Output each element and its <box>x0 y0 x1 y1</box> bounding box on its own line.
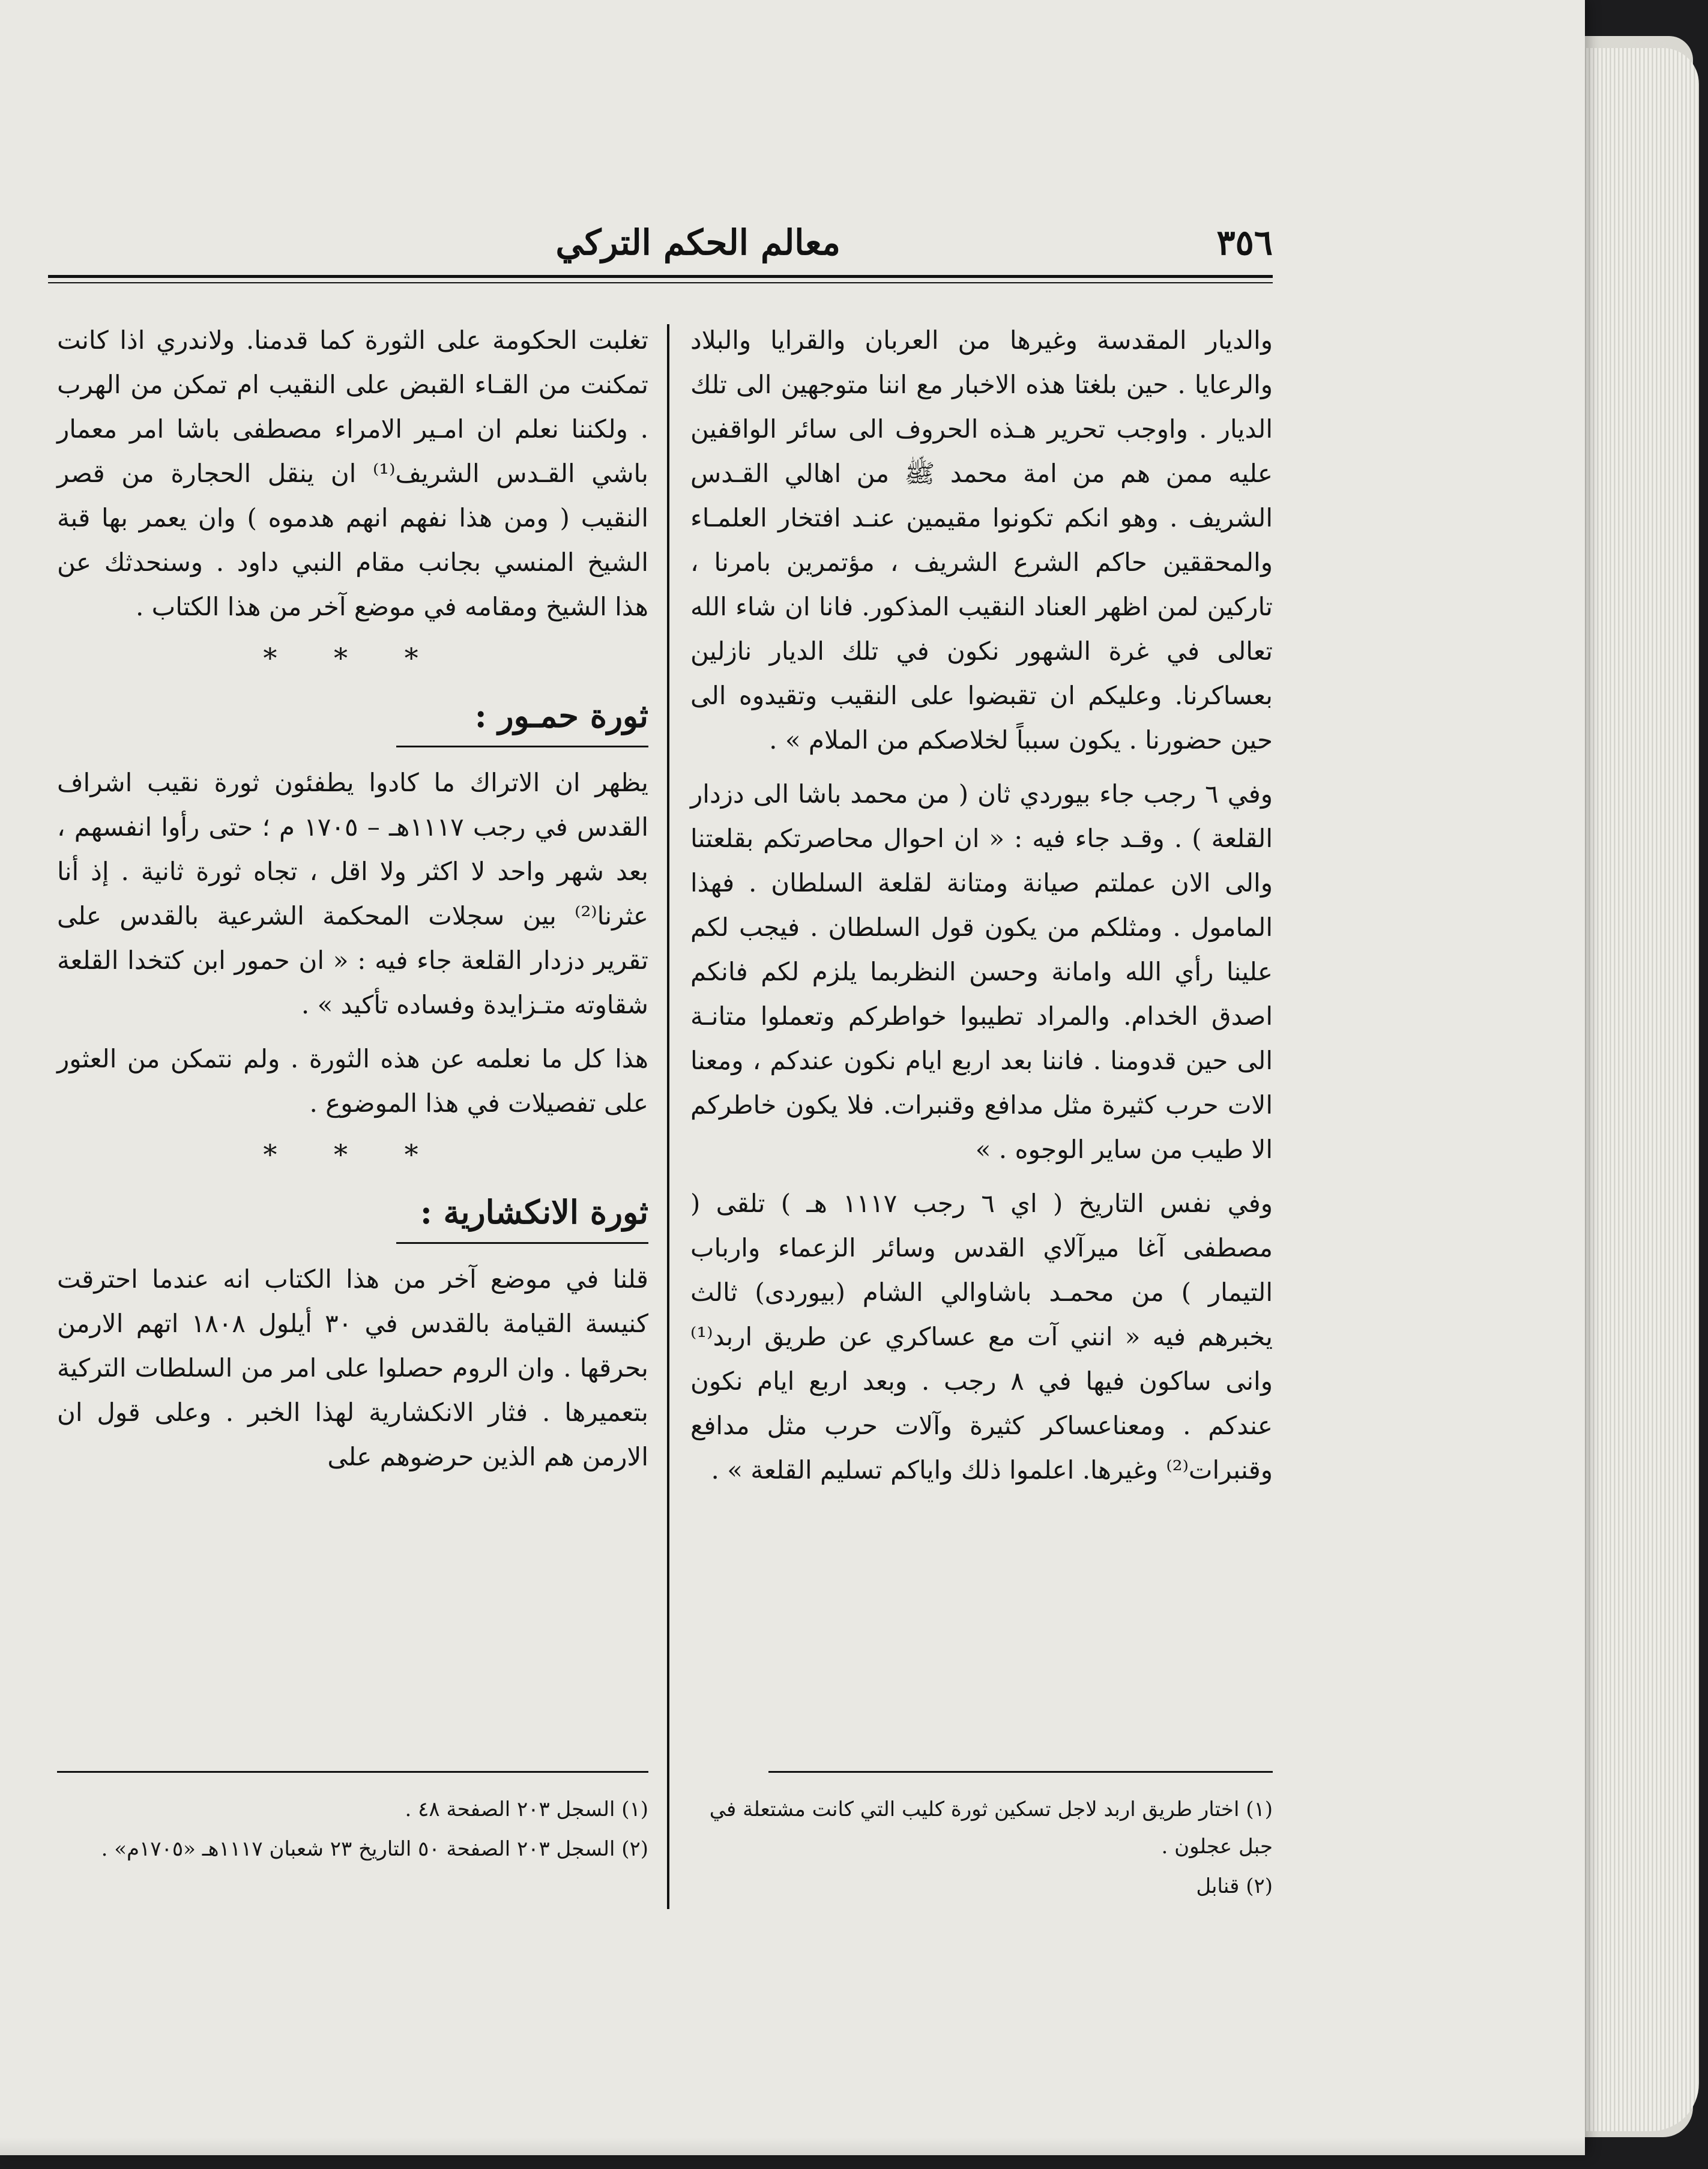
paragraph: تغلبت الحكومة على الثورة كما قدمنا. ولاندري اذا كانت تمكنت من القـاء القبض على النقيب ام تمكن من الهرب . ولكننا نعلم ان امـير الامراء مصطفى باشا امر معمار باشي القـدس الشريف⁽¹⁾ ان ينقل الحجارة من قصر النقيب ( ومن هذا نفهم انهم هدموه ) وان يعمر بها قبة الشيخ المنسي بجانب مقام النبي داود . وسنحدثك عن هذا الشيخ ومقامه في موضع آخر من هذا الكتاب . <box>57 325 648 621</box>
page-number: ٣٥٦ <box>1216 222 1273 263</box>
footnote: (٢) السجل ٢٠٣ الصفحة ٥٠ التاريخ ٢٣ شعبان ١١١٧هـ «١٧٠٥م» . <box>101 1837 648 1861</box>
section-separator: * * * <box>263 642 442 674</box>
section-heading: ثورة حمـور : <box>396 692 648 747</box>
footnote: (٢) قنابل <box>1196 1874 1273 1898</box>
left-column <box>57 318 648 1909</box>
paragraph: قلنا في موضع آخر من هذا الكتاب انه عندما احترقت كنيسة القيامة بالقدس في ٣٠ أيلول ١٨٠٨ اتهم الارمن بحرقها . وان الروم حصلوا على امر من السلطات التركية بتعميرها . فثار الانكشارية لهذا الخبر . وعلى قول ان الارمن هم الذين حرضوهم على <box>57 1264 648 1471</box>
footnotes-left <box>57 1771 648 1870</box>
paragraph: هذا كل ما نعلمه عن هذه الثورة . ولم نتمكن من العثور على تفصيلات في هذا الموضوع . <box>57 1044 648 1118</box>
page-bottom-shadow <box>0 2137 1585 2155</box>
section-separator: * * * <box>263 1138 442 1171</box>
running-title: معالم الحكم التركي <box>555 222 840 263</box>
paragraph: والديار المقدسة وغيرها من العربان والقرايا والبلاد والرعايا . حين بلغتا هذه الاخبار مع اننا متوجهين الى تلك الديار . واوجب تحرير هـذه الحروف الى سائر الواقفين عليه ممن هم من امة محمد ﷺ من اهالي القـدس الشريف . وهو انكم تكونوا مقيمين عنـد افتخار العلمـاء والمحققين حاكم الشرع الشريف ، مؤتمرين بامرنا ، تاركين لمن اظهر العناد النقيب المذكور. فانا ان شاء الله تعالى في غرة الشهور نكون في تلك الديار نازلين بعساكرنا. وعليكم ان تقبضوا على النقيب وتقيدوه الى حين حضورنا . يكون سبباً لخلاصكم من الملام » . <box>690 325 1273 755</box>
page-header <box>48 222 1273 270</box>
paragraph: يظهر ان الاتراك ما كادوا يطفئون ثورة نقيب اشراف القدس في رجب ١١١٧هـ – ١٧٠٥ م ؛ حتى رأوا انفسهم ، بعد شهر واحد لا اكثر ولا اقل ، تجاه ثورة ثانية . إذ أنا عثرنا⁽²⁾ بين سجلات المحكمة الشرعية بالقدس على تقرير دزدار القلعة جاء فيه : « ان حمور ابن كتخدا القلعة شقاوته متـزايدة وفساده تأكيد » . <box>57 768 649 1019</box>
header-rule <box>48 275 1273 278</box>
section-heading: ثورة الانكشارية : <box>396 1188 648 1244</box>
footnote-rule <box>768 1771 1273 1773</box>
paragraph: وفي ٦ رجب جاء بيوردي ثان ( من محمد باشا الى دزدار القلعة ) . وقـد جاء فيه : « ان احوال محاصرتكم بقلعتنا والى الان عملتم صيانة ومتانة لقلعة السلطان . فهذا المامول . ومثلكم من يكون قول السلطان . فيجب لكم علينا رأي الله وامانة وحسن النظربما يلزم لكم فانكم اصدق الخدام. والمراد تطيبوا خواطركم وتعملوا متانـة الى حين قدومنا . فاننا بعد اربع ايام نكون عندكم ، ومعنا الات حرب كثيرة مثل مدافع وقنبرات. فلا يكون خاطركم الا طيب من ساير الوجوه . » <box>690 779 1273 1164</box>
right-column <box>690 318 1273 1909</box>
footnote: (١) السجل ٢٠٣ الصفحة ٤٨ . <box>405 1797 648 1821</box>
footnotes-right <box>690 1771 1273 1907</box>
footnote-rule <box>57 1771 648 1773</box>
footnote: (١) اختار طريق اربد لاجل تسكين ثورة كليب التي كانت مشتعلة في جبل عجلون . <box>709 1797 1273 1859</box>
paragraph: وفي نفس التاريخ ( اي ٦ رجب ١١١٧ هـ ) تلقى ( مصطفى آغا ميرآلاي القدس وسائر الزعماء وارباب التيمار ) من محمـد باشاوالي الشام (بيوردى) ثالث يخبرهم فيه « انني آت مع عساكري عن طريق اربد⁽¹⁾ وانى ساكون فيها في ٨ رجب . وبعد اربع ايام نكون عندكم . ومعناعساكر كثيرة وآلات حرب مثل مدافع وقنبرات⁽²⁾ وغيرها. اعلموا ذلك واياكم تسليم القلعة » . <box>690 1189 1273 1485</box>
header-rule-thin <box>48 282 1273 283</box>
column-divider <box>667 324 669 1909</box>
